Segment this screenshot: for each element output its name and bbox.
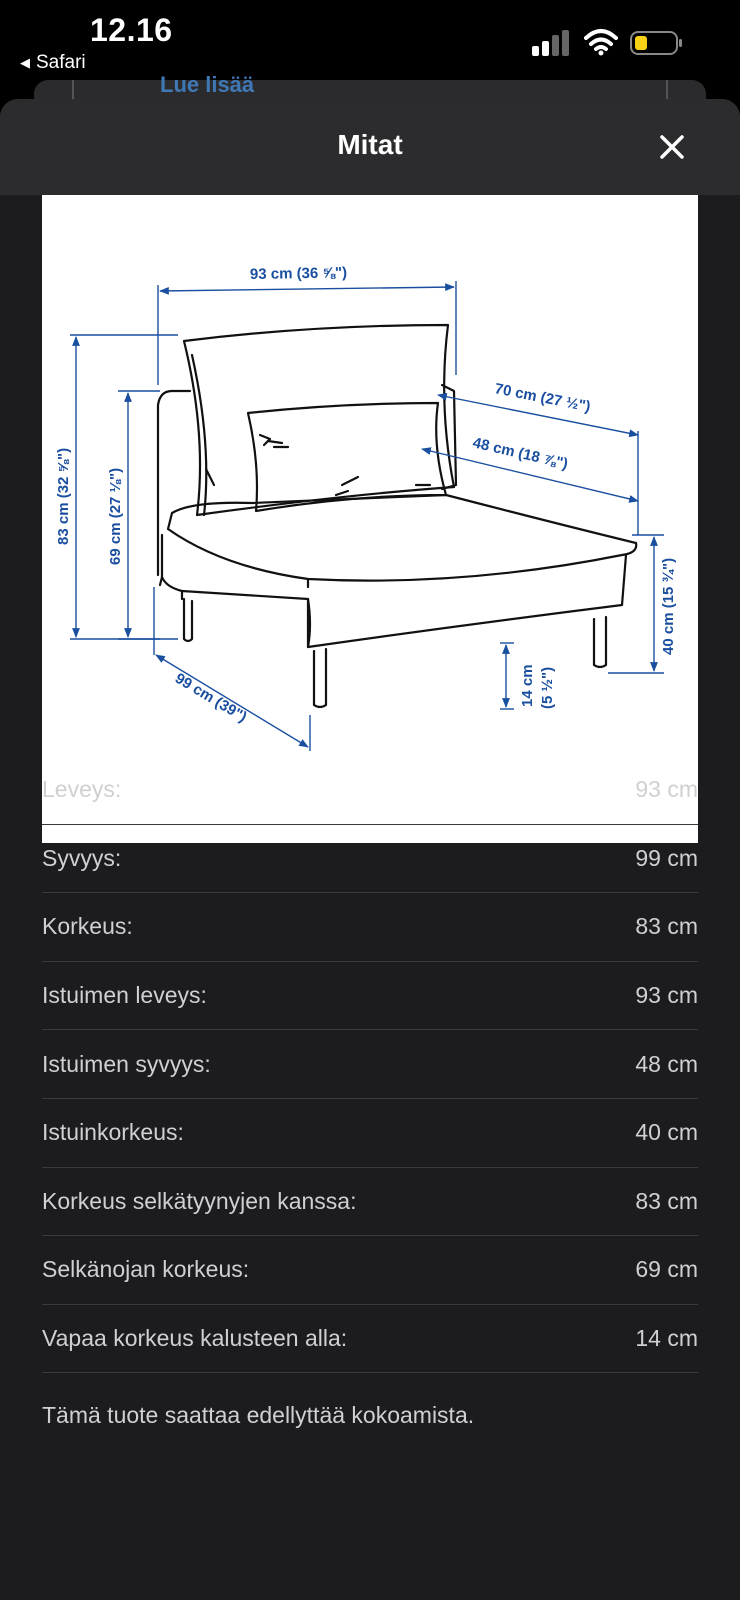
dimension-label: Istuinkorkeus: <box>42 1119 184 1146</box>
chair-line-drawing <box>42 195 698 843</box>
label-width: 93 cm (36 ⅝") <box>249 264 348 283</box>
close-icon <box>659 134 685 160</box>
dimension-row <box>42 756 698 825</box>
dimension-row <box>42 893 698 962</box>
wifi-icon <box>584 28 618 56</box>
dimension-value: 93 cm <box>635 982 698 1009</box>
dimension-row <box>42 962 698 1031</box>
close-button[interactable] <box>652 127 692 167</box>
back-triangle-icon: ◀ <box>20 55 30 70</box>
dimension-value: 48 cm <box>635 1050 698 1077</box>
dimension-label: Korkeus: <box>42 913 133 940</box>
dimension-value: 14 cm <box>635 1325 698 1352</box>
dimension-value: 83 cm <box>635 1187 698 1214</box>
back-to-app-button[interactable] <box>20 52 86 74</box>
dimension-diagram <box>42 195 698 843</box>
dimension-row <box>42 1030 698 1099</box>
dimension-label: Selkänojan korkeus: <box>42 1256 250 1283</box>
label-seat-depth-outer: 70 cm (27 ½") <box>493 380 592 416</box>
label-clearance-line1: 14 cm <box>519 664 536 707</box>
dimension-row <box>42 825 698 894</box>
battery-low-power-icon <box>630 30 684 56</box>
sheet-title: Mitat <box>337 129 403 160</box>
read-more-link[interactable]: Lue lisää <box>160 72 255 97</box>
dimension-row <box>42 1236 698 1305</box>
dimension-label: Vapaa korkeus kalusteen alla: <box>42 1325 348 1352</box>
dimension-label: Korkeus selkätyynyjen kanssa: <box>42 1187 357 1214</box>
label-seat-depth: 48 cm (18 ⅞") <box>471 434 570 473</box>
dimension-lines <box>70 281 664 751</box>
back-app-label: Safari <box>36 52 86 73</box>
cellular-signal-icon <box>532 30 572 56</box>
label-seat-height: 40 cm (15 ¾") <box>660 557 677 655</box>
dimension-row <box>42 1305 698 1374</box>
label-back-height: 69 cm (27 ⅛") <box>107 467 124 565</box>
dimension-value: 99 cm <box>635 844 698 871</box>
label-clearance-line2: (5 ½") <box>539 666 556 709</box>
status-time: 12.16 <box>90 12 173 48</box>
label-height: 83 cm (32 ⅝") <box>55 447 72 545</box>
dimension-label: Leveys: <box>42 776 122 803</box>
assembly-note: Tämä tuote saattaa edellyttää kokoamista. <box>42 1402 475 1428</box>
chair-outline <box>158 325 636 707</box>
dimension-value: 69 cm <box>635 1256 698 1283</box>
sheet-header <box>0 99 740 195</box>
dimension-label: Istuimen syvyys: <box>42 1050 211 1077</box>
dimension-value: 40 cm <box>635 1119 698 1146</box>
dimension-row <box>42 1168 698 1237</box>
dimension-value: 93 cm <box>635 776 698 803</box>
dimension-label: Syvyys: <box>42 844 122 871</box>
dimension-row <box>42 1099 698 1168</box>
dimensions-list <box>42 756 698 1373</box>
dimension-value: 83 cm <box>635 913 698 940</box>
status-bar <box>0 0 740 80</box>
label-depth: 99 cm (39") <box>171 669 250 726</box>
dimension-label: Istuimen leveys: <box>42 982 207 1009</box>
